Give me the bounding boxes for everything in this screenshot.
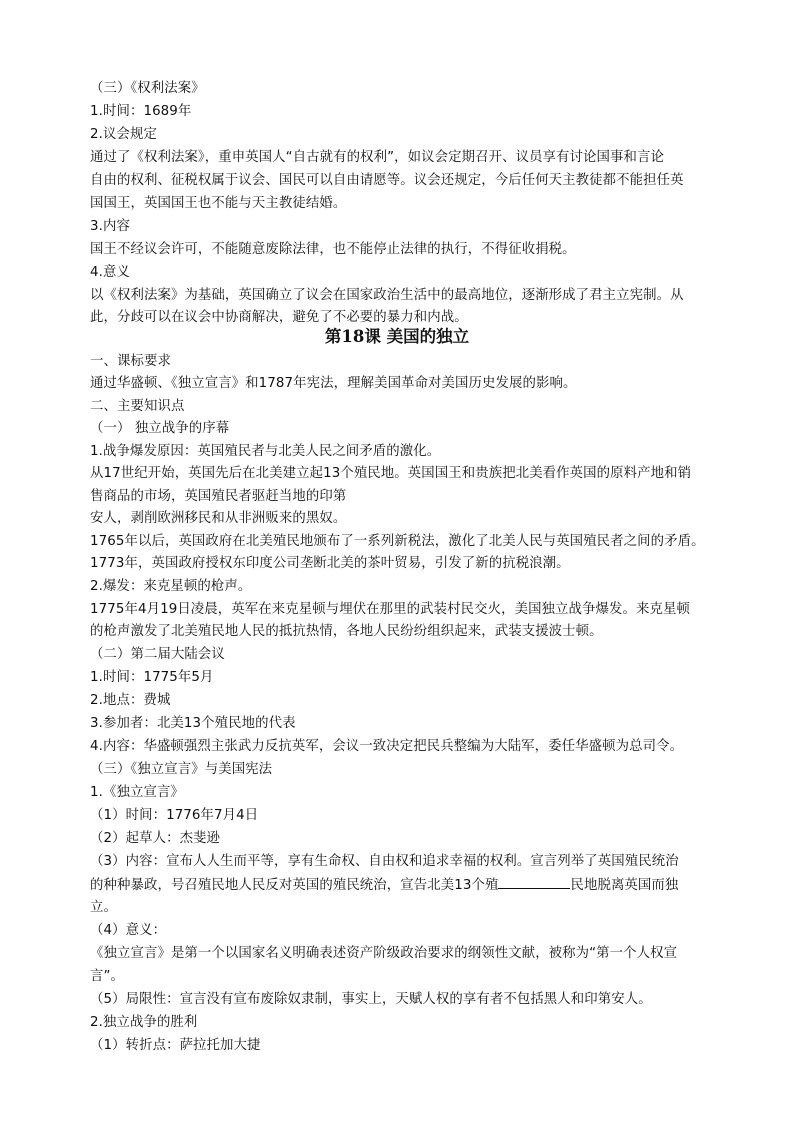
text-line: 一、课标要求	[90, 354, 171, 369]
text-line: （4）意义：	[90, 923, 167, 938]
text-line: （一） 独立战争的序幕	[90, 421, 230, 436]
text-line: 1773年，英国政府授权东印度公司垄断北美的茶叶贸易，引发了新的抗税浪潮。	[90, 556, 570, 571]
text-line: （二）第二届大陆会议	[90, 647, 225, 662]
text-line: 国王不经议会许可，不能随意废除法律，也不能停止法律的执行，不得征收捐税。	[90, 242, 576, 257]
text-line: 4.意义	[90, 265, 130, 280]
lesson-title: 第18课 美国的独立	[324, 327, 470, 346]
text-line: 言”。	[90, 969, 125, 984]
text-line: （5）局限性：宣言没有宣布废除奴隶制，事实上，天赋人权的享有者不包括黑人和印第安人。	[90, 992, 652, 1007]
text-line: 1775年4月19日凌晨，英军在来克星顿与埋伏在那里的武装村民交火，美国独立战争爆发。来克星顿	[90, 602, 690, 617]
text-line: 2.地点：费城	[90, 693, 171, 708]
text-line: 从17世纪开始，英国先后在北美建立起13个殖民地。英国国王和贵族把北美看作英国的原料产地和销	[90, 466, 692, 481]
text-line: 二、主要知识点	[90, 399, 185, 414]
text-line: 《独立宣言》是第一个以国家名义明确表述资产阶级政治要求的纲领性文献，被称为“第一个人权宣	[90, 946, 678, 961]
fill-in-line	[90, 874, 730, 896]
text-line: （1）转折点：萨拉托加大捷	[90, 1038, 261, 1053]
text-line: 通过华盛顿、《独立宣言》和1787年宪法，理解美国革命对美国历史发展的影响。	[90, 376, 577, 391]
text-line: 1.时间：1775年5月	[90, 670, 214, 685]
fill-in-text-before: 的种种暴政，号召殖民地人民反对英国的殖民统治，宣告北美13个殖	[90, 878, 499, 893]
fill-in-text-after: 民地脱离英国而独	[570, 878, 679, 893]
text-line: 1.战争爆发原因：英国殖民者与北美人民之间矛盾的激化。	[90, 444, 441, 459]
text-line: 售商品的市场，英国殖民者驱赶当地的印第	[90, 489, 347, 504]
text-line: （三）《独立宣言》与美国宪法	[90, 762, 273, 777]
text-line: 1.时间：1689年	[90, 104, 192, 119]
text-line: 此，分歧可以在议会中协商解决，避免了不必要的暴力和内战。	[90, 310, 468, 325]
text-line: 2.议会规定	[90, 127, 157, 142]
text-line: 2.爆发：来克星顿的枪声。	[90, 579, 252, 594]
text-line: 立。	[90, 900, 117, 915]
text-line: 1.《独立宣言》	[90, 785, 184, 800]
text-line: 3.内容	[90, 219, 130, 234]
text-line: 3.参加者：北美13个殖民地的代表	[90, 716, 296, 731]
text-line: 的枪声激发了北美殖民地人民的抵抗热情，各地人民纷纷组织起来，武装支援波士顿。	[90, 624, 603, 639]
text-line: （2）起草人：杰斐逊	[90, 831, 221, 846]
text-line: 以《权利法案》为基础，英国确立了议会在国家政治生活中的最高地位，逐渐形成了君主立宪制。从	[90, 288, 684, 303]
section-heading-bill-of-rights: （三）《权利法案》	[90, 81, 205, 96]
text-line: 通过了《权利法案》，重申英国人“自古就有的权利”，如议会定期召开、议员享有讨论国事和言论	[90, 150, 664, 165]
text-line: 1765年以后，英国政府在北美殖民地颁布了一系列新税法，激化了北美人民与英国殖民者之间的矛盾。	[90, 534, 705, 549]
text-line: 4.内容：华盛顿强烈主张武力反抗英军，会议一致决定把民兵整编为大陆军，委任华盛顿为总司令。	[90, 739, 684, 754]
text-line: （3）内容：宣布人人生而平等，享有生命权、自由权和追求幸福的权利。宣言列举了英国殖民统治	[90, 854, 679, 869]
text-line: 2.独立战争的胜利	[90, 1015, 198, 1030]
text-line: （1）时间：1776年7月4日	[90, 808, 259, 823]
fill-in-blank[interactable]	[498, 874, 570, 889]
text-line: 安人，剥削欧洲移民和从非洲贩来的黑奴。	[90, 511, 347, 526]
text-line: 国国王，英国国王也不能与天主教徒结婚。	[90, 196, 347, 211]
text-line: 自由的权利、征税权属于议会、国民可以自由请愿等。议会还规定，今后任何天主教徒都不能担任英	[90, 173, 684, 188]
